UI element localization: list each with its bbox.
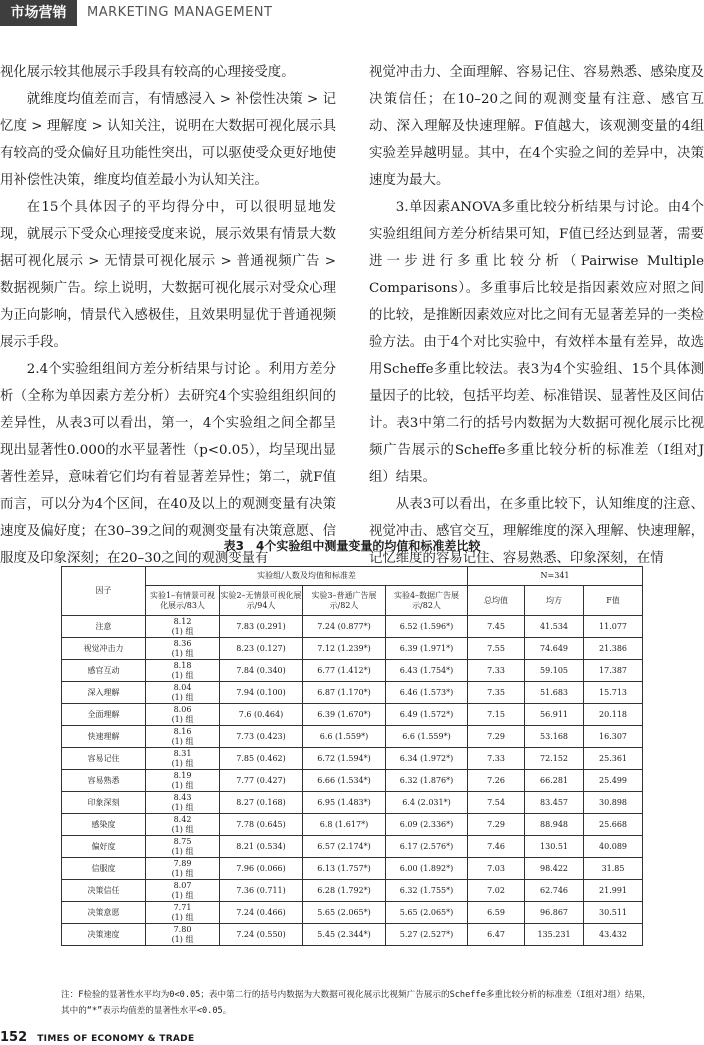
cell-g3: 6.66 (1.534*) (303, 770, 386, 792)
page-footer (0, 1026, 194, 1045)
cell-factor: 偏好度 (62, 836, 146, 858)
cell-g3: 6.87 (1.170*) (303, 682, 386, 704)
n-header: N=341 (468, 567, 643, 586)
cell-factor: 容易记住 (62, 748, 146, 770)
subheader: 实验3–普通广告展示/82人 (303, 586, 386, 616)
cell-g2: 7.83 (0.291) (220, 616, 303, 638)
page-header (0, 0, 704, 28)
cell-g2: 8.23 (0.127) (220, 638, 303, 660)
cell-f: 30.898 (584, 792, 643, 814)
group1-label: (1) 组 (171, 824, 194, 834)
cell-g2: 7.6 (0.464) (220, 704, 303, 726)
section-title-en: MARKETING MANAGEMENT (87, 5, 273, 20)
cell-g2: 7.78 (0.645) (220, 814, 303, 836)
cell-f: 43.432 (584, 924, 643, 946)
cell-ms: 53.168 (525, 726, 584, 748)
cell-mean: 7.15 (468, 704, 525, 726)
group1-mean: 8.31 (173, 748, 192, 758)
group1-mean: 8.43 (173, 792, 192, 802)
cell-g4: 6.00 (1.892*) (386, 858, 468, 880)
cell-ms: 83.457 (525, 792, 584, 814)
table-row (62, 880, 643, 902)
right-column (369, 59, 704, 572)
group1-label: (1) 组 (171, 868, 194, 878)
cell-ms: 98.422 (525, 858, 584, 880)
cell-g3: 6.72 (1.594*) (303, 748, 386, 770)
cell-mean: 7.26 (468, 770, 525, 792)
group1-label: (1) 组 (171, 626, 194, 636)
cell-ms: 72.152 (525, 748, 584, 770)
cell-g2: 8.21 (0.534) (220, 836, 303, 858)
table-row (62, 814, 643, 836)
cell-g4: 6.32 (1.876*) (386, 770, 468, 792)
cell-mean: 7.45 (468, 616, 525, 638)
paragraph: 视觉冲击力、全面理解、容易记住、容易熟悉、感染度及决策信任；在10–20之间的观测变量有注意、感官互动、深入理解及快速理解。F值越大，该观测变量的4组实验差异越明显。其中，在4个实验之间的差异中，决策速度为最大。 (369, 65, 704, 188)
group1-label: (1) 组 (171, 780, 194, 790)
cell-g4: 6.4 (2.031*) (386, 792, 468, 814)
cell-g2: 7.96 (0.066) (220, 858, 303, 880)
cell-g2: 7.73 (0.423) (220, 726, 303, 748)
table-row (62, 858, 643, 880)
group1-label: (1) 组 (171, 692, 194, 702)
group1-label: (1) 组 (171, 846, 194, 856)
group1-label: (1) 组 (171, 890, 194, 900)
cell-g3: 6.13 (1.757*) (303, 858, 386, 880)
group1-mean: 8.07 (173, 880, 192, 890)
group1-mean: 8.04 (173, 682, 192, 692)
cell-ms: 74.649 (525, 638, 584, 660)
cell-f: 25.668 (584, 814, 643, 836)
group1-label: (1) 组 (171, 670, 194, 680)
cell-g4: 6.52 (1.596*) (386, 616, 468, 638)
cell-factor: 决策速度 (62, 924, 146, 946)
cell-g4: 6.39 (1.971*) (386, 638, 468, 660)
table-row (62, 616, 643, 638)
cell-g4: 6.09 (2.336*) (386, 814, 468, 836)
cell-f: 25.499 (584, 770, 643, 792)
group1-label: (1) 组 (171, 912, 194, 922)
group1-label: (1) 组 (171, 802, 194, 812)
cell-mean: 7.35 (468, 682, 525, 704)
cell-mean: 7.03 (468, 858, 525, 880)
cell-mean: 7.54 (468, 792, 525, 814)
cell-f: 25.361 (584, 748, 643, 770)
cell-f: 17.387 (584, 660, 643, 682)
cell-mean: 7.29 (468, 814, 525, 836)
cell-factor: 注意 (62, 616, 146, 638)
group1-mean: 8.18 (173, 660, 192, 670)
cell-ms: 59.105 (525, 660, 584, 682)
cell-g1 (146, 858, 220, 880)
cell-mean: 6.47 (468, 924, 525, 946)
cell-factor: 全面理解 (62, 704, 146, 726)
cell-mean: 7.02 (468, 880, 525, 902)
cell-g1 (146, 704, 220, 726)
page-number: 152 (0, 1030, 28, 1045)
subheader: 实验2–无情景可视化展示/94人 (220, 586, 303, 616)
group1-mean: 7.89 (173, 858, 192, 868)
table-row (62, 748, 643, 770)
factor-header: 因子 (62, 567, 146, 616)
cell-g2: 7.85 (0.462) (220, 748, 303, 770)
table-row (62, 682, 643, 704)
cell-g3: 6.8 (1.617*) (303, 814, 386, 836)
table-row (62, 836, 643, 858)
cell-ms: 56.911 (525, 704, 584, 726)
cell-g3: 6.39 (1.670*) (303, 704, 386, 726)
table-row (62, 660, 643, 682)
paragraph: 3.单因素ANOVA多重比较分析结果与讨论。由4个实验组组间方差分析结果可知，F值已经达到显著，需要进一步进行多重比较分析（Pairwise Multiple Comparisons）。多重事后比较是指因素效应对照之间的比较，是推断因素效应对比之间有无显著差异的一类检验方法。由于4个对比实验中，有效样本量有差异，故选用Scheffe多重比较法。表3为4个实验组、15个具体测量因子的比较，包括平均差、标准错误、显著性及区间估计。表3中第二行的括号内数据为大数据可视化展示比视频广告展示的Scheffe多重比较分析的标准差（I组对J组）结果。 (369, 200, 704, 485)
cell-g1 (146, 682, 220, 704)
cell-g1 (146, 792, 220, 814)
group1-mean: 8.36 (173, 638, 192, 648)
cell-f: 30.511 (584, 902, 643, 924)
group-header: 实验组/人数及均值和标准差 (146, 567, 468, 586)
table-note: 注：F检验的显著性水平均为0<0.05；表中第二行的括号内数据为大数据可视化展示比视频广告展示的Scheffe多重比较分析的标准差（I组对J组）结果，其中的“*”表示均值差的显著性水平<0.05。 (61, 990, 651, 1016)
table-row (62, 638, 643, 660)
cell-g4: 6.46 (1.573*) (386, 682, 468, 704)
group1-mean: 7.80 (173, 924, 192, 934)
cell-factor: 容易熟悉 (62, 770, 146, 792)
group1-mean: 8.06 (173, 704, 192, 714)
left-column (0, 59, 336, 572)
group1-mean: 8.75 (173, 836, 192, 846)
table-row (62, 704, 643, 726)
cell-g2: 7.36 (0.711) (220, 880, 303, 902)
subheader: F值 (584, 586, 643, 616)
publication-name: TIMES OF ECONOMY & TRADE (37, 1034, 195, 1044)
cell-ms: 88.948 (525, 814, 584, 836)
cell-g1 (146, 770, 220, 792)
cell-g4: 6.17 (2.576*) (386, 836, 468, 858)
cell-ms: 96.867 (525, 902, 584, 924)
cell-g3: 5.45 (2.344*) (303, 924, 386, 946)
cell-factor: 决策意愿 (62, 902, 146, 924)
table-title: 表3 4个实验组中测量变量的均值和标准差比较 (223, 539, 481, 553)
group1-mean: 8.16 (173, 726, 192, 736)
group1-label: (1) 组 (171, 714, 194, 724)
cell-g3: 6.28 (1.792*) (303, 880, 386, 902)
table-row (62, 902, 643, 924)
cell-mean: 6.59 (468, 902, 525, 924)
cell-g3: 6.6 (1.559*) (303, 726, 386, 748)
cell-g4: 6.34 (1.972*) (386, 748, 468, 770)
cell-factor: 决策信任 (62, 880, 146, 902)
cell-ms: 41.534 (525, 616, 584, 638)
cell-factor: 感官互动 (62, 660, 146, 682)
cell-g3: 7.24 (0.877*) (303, 616, 386, 638)
cell-mean: 7.33 (468, 660, 525, 682)
cell-g1 (146, 814, 220, 836)
cell-mean: 7.29 (468, 726, 525, 748)
cell-g1 (146, 880, 220, 902)
cell-g1 (146, 638, 220, 660)
cell-mean: 7.46 (468, 836, 525, 858)
group1-mean: 8.42 (173, 814, 192, 824)
subheader: 实验4–数据广告展示/82人 (386, 586, 468, 616)
paragraph: 就维度均值差而言，有情感浸入 > 补偿性决策 > 记忆度 > 理解度 > 认知关注，说明在大数据可视化展示具有较高的受众偏好且功能性突出，可以驱使受众更好地使用补偿性决策，维度均值差最小为认知关注。 (0, 92, 336, 188)
cell-f: 21.991 (584, 880, 643, 902)
table-body (62, 616, 643, 946)
subheader: 均方 (525, 586, 584, 616)
cell-factor: 印象深刻 (62, 792, 146, 814)
cell-g3: 6.95 (1.483*) (303, 792, 386, 814)
cell-g3: 7.12 (1.239*) (303, 638, 386, 660)
cell-g3: 6.57 (2.174*) (303, 836, 386, 858)
cell-f: 40.089 (584, 836, 643, 858)
cell-mean: 7.33 (468, 748, 525, 770)
subheader: 实验1–有情景可视化展示/83人 (146, 586, 220, 616)
cell-factor: 快速理解 (62, 726, 146, 748)
table-row (62, 726, 643, 748)
cell-f: 15.713 (584, 682, 643, 704)
cell-ms: 66.281 (525, 770, 584, 792)
cell-g4: 6.43 (1.754*) (386, 660, 468, 682)
cell-g4: 6.6 (1.559*) (386, 726, 468, 748)
group1-label: (1) 组 (171, 736, 194, 746)
section-tag: 市场营销 (0, 0, 77, 26)
cell-g3: 5.65 (2.065*) (303, 902, 386, 924)
group1-label: (1) 组 (171, 648, 194, 658)
group1-mean: 8.19 (173, 770, 192, 780)
cell-factor: 感染度 (62, 814, 146, 836)
cell-f: 16.307 (584, 726, 643, 748)
cell-g1 (146, 616, 220, 638)
table-row (62, 924, 643, 946)
cell-ms: 135.231 (525, 924, 584, 946)
cell-g1 (146, 660, 220, 682)
cell-g1 (146, 748, 220, 770)
group1-mean: 8.12 (173, 616, 192, 626)
subheader: 总均值 (468, 586, 525, 616)
group1-mean: 7.71 (173, 902, 192, 912)
cell-factor: 视觉冲击力 (62, 638, 146, 660)
cell-ms: 51.683 (525, 682, 584, 704)
table-row (62, 792, 643, 814)
cell-g4: 5.27 (2.527*) (386, 924, 468, 946)
group1-label: (1) 组 (171, 934, 194, 944)
cell-ms: 130.51 (525, 836, 584, 858)
cell-g2: 7.84 (0.340) (220, 660, 303, 682)
paragraph: 在15个具体因子的平均得分中，可以很明显地发现，就展示下受众心理接受度来说，展示效果有情景大数据可视化展示 > 无情景可视化展示 > 普通视频广告 > 数据视频广告。综上说明，大数据可视化展示对受众心理为正向影响，情景代入感极佳，且效果明显优于普通视频展示手段。 (0, 200, 336, 350)
paragraph: 视化展示较其他展示手段具有较高的心理接受度。 (0, 65, 295, 80)
cell-mean: 7.55 (468, 638, 525, 660)
cell-g2: 8.27 (0.168) (220, 792, 303, 814)
cell-g2: 7.24 (0.550) (220, 924, 303, 946)
cell-g2: 7.94 (0.100) (220, 682, 303, 704)
cell-f: 20.118 (584, 704, 643, 726)
cell-g4: 5.65 (2.065*) (386, 902, 468, 924)
cell-g2: 7.77 (0.427) (220, 770, 303, 792)
cell-g1 (146, 836, 220, 858)
cell-g2: 7.24 (0.466) (220, 902, 303, 924)
table-row (62, 770, 643, 792)
cell-f: 21.386 (584, 638, 643, 660)
cell-g3: 6.77 (1.412*) (303, 660, 386, 682)
data-table (61, 566, 643, 946)
cell-ms: 62.746 (525, 880, 584, 902)
cell-g1 (146, 726, 220, 748)
paragraph: 2.4个实验组组间方差分析结果与讨论 。利用方差分析（全称为单因素方差分析）去研究4个实验组组织间的差异性，从表3可以看出，第一，4个实验组之间全都呈现出显著性0.000的水平显著性（p<0.05），均呈现出显著性差异，意味着它们均有着显著差异性；第二，就F值而言，可以分为4个区间，在40及以上的观测变量有决策速度及偏好度；在30–39之间的观测变量有决策意愿、信服度及印象深刻；在20–30之间的观测变量有 (0, 362, 336, 566)
cell-f: 31.85 (584, 858, 643, 880)
paragraph: 从表3可以看出，在多重比较下，认知维度的注意、视觉冲击、感官交互，理解维度的深入理解、快速理解，记忆维度的容易记住、容易熟悉、印象深刻，在情 (369, 497, 704, 566)
cell-g4: 6.32 (1.755*) (386, 880, 468, 902)
cell-f: 11.077 (584, 616, 643, 638)
group1-label: (1) 组 (171, 758, 194, 768)
cell-factor: 信服度 (62, 858, 146, 880)
cell-factor: 深入理解 (62, 682, 146, 704)
cell-g1 (146, 924, 220, 946)
cell-g1 (146, 902, 220, 924)
cell-g4: 6.49 (1.572*) (386, 704, 468, 726)
